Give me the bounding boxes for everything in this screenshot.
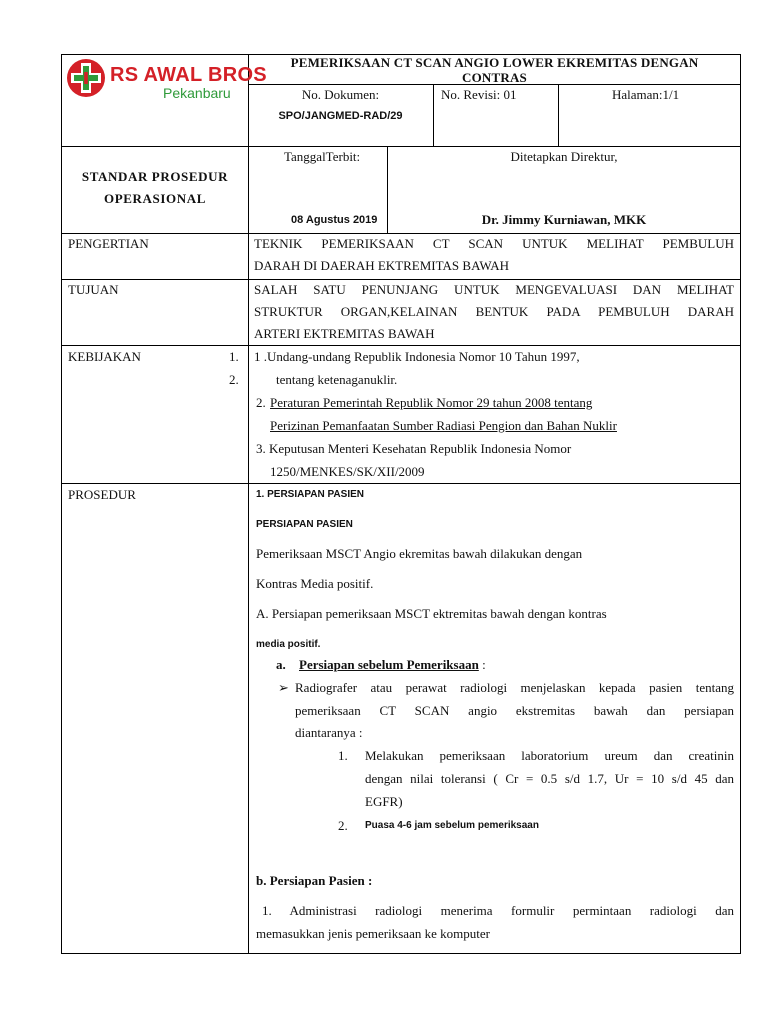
doc-number-label: No. Dokumen:	[301, 87, 380, 102]
sub-a-marker: a.	[276, 657, 286, 672]
sub-b-heading: b. Persiapan Pasien :	[256, 873, 373, 888]
spo-title-line1: STANDAR PROSEDUR	[81, 169, 229, 184]
bullet-line2: pemeriksaan CT SCAN angio ekstremitas bawah dan persiapan	[295, 703, 734, 718]
kebijakan-label: KEBIJAKAN	[68, 349, 141, 364]
kebijakan-margin-number-1: 1.	[229, 349, 239, 364]
numbered-item-1-line2: dengan nilai toleransi ( Cr = 0.5 s/d 1.7, Ur = 10 s/d 45 dan	[365, 771, 734, 786]
approved-by-label: Ditetapkan Direktur,	[510, 149, 618, 164]
table-border-bottom	[61, 953, 741, 954]
pengertian-label: PENGERTIAN	[68, 236, 149, 251]
document-title-line2: CONTRAS	[462, 70, 527, 85]
tujuan-line1: SALAH SATU PENUNJANG UNTUK MENGEVALUASI DAN MELIHAT	[254, 282, 734, 297]
prosedur-paragraph-1: Pemeriksaan MSCT Angio ekremitas bawah dilakukan dengan	[256, 546, 583, 561]
prosedur-heading-1: 1. PERSIAPAN PASIEN	[256, 489, 364, 500]
sub-a-heading	[299, 656, 486, 673]
kebijakan-item2-line2: Perizinan Pemanfaatan Sumber Radiasi Pengion dan Bahan Nuklir	[270, 418, 617, 433]
doc-number-value: SPO/JANGMED-RAD/29	[278, 110, 403, 122]
bullet-line1: Radiografer atau perawat radiologi menjelaskan kepada pasien tentang	[295, 680, 734, 695]
numbered-item-2-number: 2.	[338, 818, 348, 833]
tujuan-label: TUJUAN	[68, 282, 119, 297]
bullet-line3: diantaranya :	[295, 725, 363, 740]
header-divider-doc-rev	[433, 84, 434, 147]
row-divider-pengertian	[61, 279, 741, 280]
kebijakan-item3-line2: 1250/MENKES/SK/XII/2009	[270, 464, 425, 479]
sub-a-colon: :	[478, 657, 486, 672]
prosedur-paragraph-4: media positif.	[256, 639, 321, 650]
tujuan-line3: ARTERI EKTREMITAS BAWAH	[254, 326, 435, 341]
document-title-line1: PEMERIKSAAN CT SCAN ANGIO LOWER EKREMITAS DENGAN	[290, 55, 699, 70]
issue-date-value: 08 Agustus 2019	[291, 214, 378, 226]
kebijakan-item2-line1: Peraturan Pemerintah Republik Nomor 29 tahun 2008 tentang	[270, 395, 593, 410]
kebijakan-item1-line2: tentang ketenaganuklir.	[276, 372, 398, 387]
prosedur-paragraph-3: A. Persiapan pemeriksaan MSCT ektremitas bawah dengan kontras	[256, 606, 607, 621]
spo-title-line2: OPERASIONAL	[104, 191, 206, 206]
prosedur-label: PROSEDUR	[68, 487, 136, 502]
column-divider	[248, 54, 249, 954]
page-label: Halaman:1/1	[612, 87, 680, 102]
director-name: Dr. Jimmy Kurniawan, MKK	[481, 212, 647, 227]
table-border-left	[61, 54, 62, 954]
admin-line1: 1. Administrasi radiologi menerima formulir permintaan radiologi dan	[262, 903, 734, 918]
pengertian-line1: TEKNIK PEMERIKSAAN CT SCAN UNTUK MELIHAT PEMBULUH	[254, 236, 734, 251]
sub-a-title: Persiapan sebelum Pemeriksaan	[299, 657, 479, 672]
bullet-arrow-icon: ➢	[278, 680, 289, 695]
numbered-item-2-text: Puasa 4-6 jam sebelum pemeriksaan	[365, 820, 539, 831]
row-divider-spo	[61, 233, 741, 234]
kebijakan-item3-line1: 3. Keputusan Menteri Kesehatan Republik Indonesia Nomor	[256, 441, 572, 456]
tujuan-line2: STRUKTUR ORGAN,KELAINAN BENTUK PADA PEMBULUH DARAH	[254, 304, 734, 319]
kebijakan-margin-number-2: 2.	[229, 372, 239, 387]
hospital-cross-logo-icon	[66, 58, 106, 98]
row-divider-header	[61, 146, 741, 147]
admin-line2: memasukkan jenis pemeriksaan ke komputer	[256, 926, 490, 941]
logo-city: Pekanbaru	[163, 85, 231, 101]
numbered-item-1-line1: Melakukan pemeriksaan laboratorium ureum dan creatinin	[365, 748, 734, 763]
header-divider-rev-page	[558, 84, 559, 147]
numbered-item-1-number: 1.	[338, 748, 348, 763]
row-divider-kebijakan	[61, 483, 741, 484]
row-divider-tujuan	[61, 345, 741, 346]
table-border-right	[740, 54, 741, 954]
kebijakan-item2-number: 2.	[256, 395, 266, 410]
pengertian-line2: DARAH DI DAERAH EKTREMITAS BAWAH	[254, 258, 510, 273]
logo-name: RS AWAL BROS	[110, 64, 267, 86]
kebijakan-item1-line1: 1 .Undang-undang Republik Indonesia Nomor 10 Tahun 1997,	[254, 349, 580, 364]
prosedur-paragraph-2: Kontras Media positif.	[256, 576, 374, 591]
issue-date-label: TanggalTerbit:	[284, 149, 361, 164]
prosedur-heading-2: PERSIAPAN PASIEN	[256, 519, 353, 530]
revision-label: No. Revisi: 01	[441, 87, 517, 102]
numbered-item-1-line3: EGFR)	[365, 794, 403, 809]
